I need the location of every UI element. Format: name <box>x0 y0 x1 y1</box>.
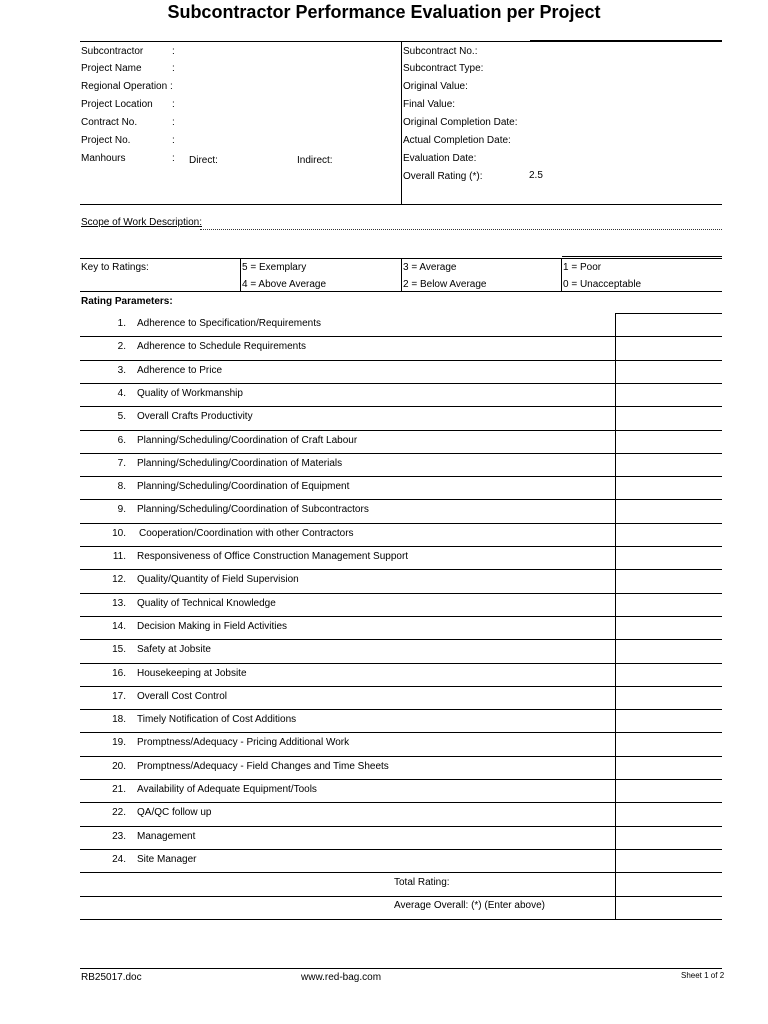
parameter-number: 16. <box>112 668 126 679</box>
total-rating-label: Total Rating: <box>394 877 450 888</box>
parameter-label: Planning/Scheduling/Coordination of Subcontractors <box>137 504 369 515</box>
header-field-colon: : <box>170 81 173 92</box>
parameter-label: Planning/Scheduling/Coordination of Materials <box>137 458 343 469</box>
parameter-score-cell[interactable] <box>617 337 721 358</box>
parameter-score-cell[interactable] <box>617 431 721 452</box>
header-bottom-rule <box>80 204 722 205</box>
parameter-score-cell[interactable] <box>617 454 721 475</box>
key-rating-0: 0 = Unacceptable <box>563 279 642 290</box>
key-rating-2: 2 = Below Average <box>403 279 487 290</box>
header-field-label: Subcontractor <box>81 46 144 57</box>
parameter-score-cell[interactable] <box>617 477 721 498</box>
key-rating-1: 1 = Poor <box>563 262 602 273</box>
parameter-number: 22. <box>112 807 126 818</box>
parameter-label: Timely Notification of Cost Additions <box>137 714 297 725</box>
header-field-colon: : <box>172 117 175 128</box>
parameter-label: Quality of Technical Knowledge <box>137 598 276 609</box>
header-field-colon: : <box>172 99 175 110</box>
average-row-rule <box>80 919 722 920</box>
header-right-field-label: Final Value: <box>403 99 456 110</box>
footer-sheet-number: Sheet 1 of 2 <box>681 971 725 980</box>
parameter-number: 6. <box>117 435 126 446</box>
parameter-score-cell[interactable] <box>617 710 721 731</box>
header-right-field-label: Original Value: <box>403 81 468 92</box>
parameter-number: 15. <box>112 644 126 655</box>
parameter-label: Decision Making in Field Activities <box>137 621 288 632</box>
parameter-score-cell[interactable] <box>617 594 721 615</box>
key-divider-3 <box>561 258 562 291</box>
parameter-score-cell[interactable] <box>617 384 721 405</box>
parameter-number: 4. <box>117 388 126 399</box>
rating-parameters-label: Rating Parameters: <box>81 296 173 307</box>
overall-rating-value: 2.5 <box>529 170 543 181</box>
scope-label: Scope of Work Description: <box>81 217 202 228</box>
parameter-number: 23. <box>112 831 126 842</box>
parameter-number: 17. <box>112 691 126 702</box>
header-right-field-label: Actual Completion Date: <box>403 135 511 146</box>
parameter-score-cell[interactable] <box>617 314 721 335</box>
header-field-colon: : <box>172 135 175 146</box>
key-rating-5: 5 = Exemplary <box>242 262 307 273</box>
parameter-number: 7. <box>117 458 126 469</box>
header-field-label: Project Name <box>81 63 142 74</box>
parameter-label: Site Manager <box>137 854 197 865</box>
parameter-number: 8. <box>117 481 126 492</box>
page-title: Subcontractor Performance Evaluation per Project <box>167 2 601 22</box>
parameter-score-cell[interactable] <box>617 407 721 428</box>
key-label: Key to Ratings: <box>81 262 149 273</box>
footer-doc-id: RB25017.doc <box>81 972 142 983</box>
parameter-number: 20. <box>112 761 126 772</box>
parameter-label: Adherence to Schedule Requirements <box>137 341 306 352</box>
parameter-score-cell[interactable] <box>617 524 721 545</box>
footer-rule <box>80 968 722 969</box>
parameter-number: 11. <box>112 551 126 562</box>
total-rating-cell[interactable] <box>617 873 721 894</box>
parameter-label: Planning/Scheduling/Coordination of Craft Labour <box>137 435 358 446</box>
key-bottom-rule <box>80 291 722 292</box>
parameter-score-cell[interactable] <box>617 500 721 521</box>
parameter-label: Availability of Adequate Equipment/Tools <box>137 784 317 795</box>
parameter-label: Promptness/Adequacy - Field Changes and Time Sheets <box>137 761 389 772</box>
parameter-score-cell[interactable] <box>617 547 721 568</box>
parameter-label: Quality of Workmanship <box>137 388 243 399</box>
header-right-field-label: Evaluation Date: <box>403 153 477 164</box>
footer-website[interactable]: www.red-bag.com <box>301 972 382 983</box>
parameter-number: 9. <box>117 504 126 515</box>
scope-dotted-line <box>200 229 722 230</box>
parameter-score-cell[interactable] <box>617 687 721 708</box>
parameter-label: Housekeeping at Jobsite <box>137 668 247 679</box>
header-right-field-label: Subcontract Type: <box>403 63 484 74</box>
parameter-label: Quality/Quantity of Field Supervision <box>137 574 299 585</box>
average-overall-label: Average Overall: (*) (Enter above) <box>394 900 545 911</box>
header-field-label: Contract No. <box>81 117 138 128</box>
parameter-number: 10. <box>112 528 126 539</box>
parameter-number: 19. <box>112 737 126 748</box>
header-divider <box>401 41 402 204</box>
parameter-label: Responsiveness of Office Construction Management Support <box>137 551 409 562</box>
parameter-label: Management <box>137 831 196 842</box>
parameter-number: 12. <box>112 574 126 585</box>
average-overall-cell[interactable] <box>617 897 721 918</box>
parameter-score-cell[interactable] <box>617 570 721 591</box>
parameter-score-cell[interactable] <box>617 850 721 871</box>
header-field-label: Regional Operation <box>81 81 168 92</box>
header-field-colon: : <box>172 63 175 74</box>
parameter-label: Adherence to Specification/Requirements <box>137 318 321 329</box>
parameter-score-cell[interactable] <box>617 733 721 754</box>
header-top-rule-heavy <box>530 40 722 41</box>
header-field-label: Manhours <box>81 153 126 164</box>
header-right-field-label: Subcontract No.: <box>403 46 478 57</box>
parameter-label: Planning/Scheduling/Coordination of Equipment <box>137 481 350 492</box>
header-right-field-label: Overall Rating (*): <box>403 171 483 182</box>
parameter-number: 5. <box>117 411 126 422</box>
header-right-field-label: Original Completion Date: <box>403 117 518 128</box>
header-field-label: Project No. <box>81 135 131 146</box>
key-divider-2 <box>401 258 402 291</box>
parameter-number: 2. <box>117 341 126 352</box>
parameter-number: 13. <box>112 598 126 609</box>
parameter-label: Overall Crafts Productivity <box>137 411 253 422</box>
parameter-label: QA/QC follow up <box>137 807 212 818</box>
parameter-number: 14. <box>112 621 126 632</box>
parameter-number: 21. <box>112 784 126 795</box>
parameter-score-cell[interactable] <box>617 827 721 848</box>
parameter-score-cell[interactable] <box>617 640 721 661</box>
parameter-label: Overall Cost Control <box>137 691 228 702</box>
header-field-colon: : <box>172 46 175 57</box>
parameter-score-cell[interactable] <box>617 361 721 382</box>
manhours-indirect-label: Indirect: <box>297 155 333 166</box>
parameter-number: 18. <box>112 714 126 725</box>
parameter-score-cell[interactable] <box>617 780 721 801</box>
key-rating-4: 4 = Above Average <box>242 279 327 290</box>
parameter-score-cell[interactable] <box>617 803 721 824</box>
key-top-rule-heavy <box>562 256 722 257</box>
parameter-score-cell[interactable] <box>617 617 721 638</box>
key-divider-1 <box>240 258 241 291</box>
parameter-number: 1. <box>117 318 126 329</box>
parameter-label: Adherence to Price <box>137 365 223 376</box>
parameter-number: 24. <box>112 854 126 865</box>
parameter-label: Promptness/Adequacy - Pricing Additional Work <box>137 737 350 748</box>
manhours-direct-label: Direct: <box>189 155 218 166</box>
parameter-label: Cooperation/Coordination with other Contractors <box>139 528 354 539</box>
parameter-score-cell[interactable] <box>617 664 721 685</box>
key-rating-3: 3 = Average <box>403 262 457 273</box>
parameter-number: 3. <box>117 365 126 376</box>
parameter-label: Safety at Jobsite <box>137 644 211 655</box>
header-field-colon: : <box>172 153 175 164</box>
parameter-score-cell[interactable] <box>617 757 721 778</box>
header-field-label: Project Location <box>81 99 153 110</box>
